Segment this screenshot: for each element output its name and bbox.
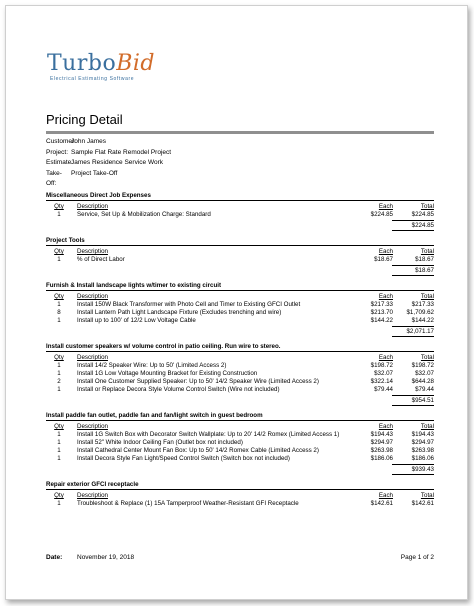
description-header-cell [72,492,349,500]
item-description: Troubleshoot & Replace (1) 15A Tamperproof Weather-Resistant GFI Receptacle [77,500,299,507]
page-title: Pricing Detail [46,112,123,127]
item-each: $213.70 [370,309,393,316]
total-header: Total [420,293,434,300]
section-subtotal-row [46,395,434,406]
total-header-cell [393,423,434,431]
project-value: Sample Flat Rate Remodel Project [71,148,172,156]
item-each: $18.67 [374,256,393,263]
section-title: Repair exterior GFCI receptacle [46,481,434,490]
line-item [46,378,434,386]
page-footer [46,554,434,561]
item-description: Install up to 100' of 12/2 Low Voltage Cable [77,317,196,324]
description-header: Description [77,203,108,210]
item-total: $144.22 [411,317,434,324]
customer-value: John James [71,138,107,145]
item-description: Install 1G Switch Box with Decorator Switch Wallplate: Up to 20' 14/2 Romex (Limited Access 1) [77,431,340,438]
item-qty: 1 [57,301,61,308]
estimate-meta [46,137,171,190]
line-item [46,362,434,370]
section-subtotal: $224.85 [392,220,434,231]
item-each: $198.72 [370,362,393,369]
each-header-cell [349,203,393,211]
each-header: Each [378,248,393,255]
item-description: Install Decora Style Fan Light/Speed Control Switch (Switch box not included) [77,455,290,462]
column-header [46,423,434,431]
section-title: Install paddle fan outlet, paddle fan and fan/light switch in guest bedroom [46,412,434,421]
each-header: Each [378,203,393,210]
item-qty: 1 [57,256,61,263]
item-qty: 8 [57,309,61,316]
description-header-cell [72,248,349,256]
section [46,412,434,475]
item-description: Install One Customer Supplied Speaker: Up to 50' 14/2 Speaker Wire (Limited Access 2) [77,378,319,385]
total-header-cell [393,203,434,211]
line-item [46,447,434,455]
item-description: Service, Set Up & Mobilization Charge: Standard [77,211,211,218]
qty-header: Qty [54,354,64,361]
item-description: Install 1G Low Voltage Mounting Bracket for Existing Construction [77,370,258,377]
item-total: $18.67 [415,256,434,263]
section-title: Furnish & Install landscape lights w/timer to existing circuit [46,282,434,291]
item-description: Install Cathedral Center Mount Fan Box: Up to 50' 14/2 Romex Cable (Limited Access 2) [77,447,319,454]
item-each: $142.61 [370,500,393,507]
each-header-cell [349,492,393,500]
column-header [46,203,434,211]
item-qty: 1 [57,386,61,393]
section-subtotal-row [46,464,434,475]
each-header-cell [349,354,393,362]
item-qty: 1 [57,439,61,446]
item-qty: 1 [57,431,61,438]
description-header-cell [72,293,349,301]
description-header-cell [72,354,349,362]
item-description: Install 14/2 Speaker Wire: Up to 50' (Limited Access 2) [77,362,227,369]
line-item [46,211,434,219]
item-description: Install 52" White Indoor Ceiling Fan (Outlet box not included) [77,439,243,446]
description-header: Description [77,423,108,430]
item-each: $32.07 [374,370,393,377]
total-header-cell [393,354,434,362]
total-header: Total [420,354,434,361]
logo-part1: Turbo [47,51,117,76]
item-total: $644.28 [411,378,434,385]
item-each: $294.97 [370,439,393,446]
section-subtotal-row [46,265,434,276]
qty-header-cell [46,423,72,431]
item-description: Install or Replace Decora Style Volume Control Switch (Wire not included) [77,386,280,393]
each-header-cell [349,248,393,256]
logo-part2: Bid [116,51,155,76]
line-item [46,455,434,463]
qty-header-cell [46,203,72,211]
column-header [46,354,434,362]
takeoff-value: Project Take-Off [71,169,118,177]
item-qty: 1 [57,455,61,462]
total-header-cell [393,492,434,500]
each-header: Each [378,423,393,430]
total-header: Total [420,248,434,255]
item-qty: 1 [57,370,61,377]
description-header-cell [72,203,349,211]
date-label: Date: [46,554,63,561]
qty-header: Qty [54,492,64,499]
item-each: $79.44 [374,386,393,393]
line-item [46,431,434,439]
line-item [46,439,434,447]
section-subtotal: $2,071.17 [392,326,434,337]
section-subtotal: $939.43 [392,464,434,475]
item-each: $224.85 [370,211,393,218]
qty-header-cell [46,248,72,256]
total-header: Total [420,492,434,499]
section-subtotal: $18.67 [392,265,434,276]
qty-header-cell [46,293,72,301]
line-item [46,301,434,309]
qty-header: Qty [54,248,64,255]
item-description: % of Direct Labor [77,256,125,263]
column-header [46,248,434,256]
line-item [46,386,434,394]
each-header-cell [349,293,393,301]
qty-header: Qty [54,293,64,300]
item-qty: 1 [57,447,61,454]
description-header: Description [77,354,108,361]
qty-header: Qty [54,423,64,430]
logo-wordmark [47,53,155,75]
item-total: $32.07 [415,370,434,377]
description-header: Description [77,248,108,255]
item-description: Install Lantern Path Light Landscape Fixture (Excludes trenching and wire) [77,309,282,316]
each-header: Each [378,293,393,300]
column-header [46,492,434,500]
logo-tagline: Electrical Estimating Software [50,76,135,82]
section [46,343,434,406]
item-description: Install 150W Black Transformer with Photo Cell and Timer to Existing GFCI Outlet [77,301,301,308]
title-divider [46,131,434,134]
item-qty: 1 [57,500,61,507]
column-header [46,293,434,301]
section [46,192,434,231]
line-item [46,256,434,264]
section-subtotal-row [46,220,434,231]
item-total: $198.72 [411,362,434,369]
total-header: Total [420,203,434,210]
section-subtotal: $954.51 [392,395,434,406]
item-qty: 1 [57,362,61,369]
meta-takeoff: Take-Off: Project Take-Off [46,169,171,190]
item-each: $322.14 [370,378,393,385]
section [46,237,434,276]
line-item [46,317,434,325]
page-number: Page 1 of 2 [400,554,434,561]
item-total: $1,709.62 [406,309,434,316]
turbobid-logo [47,53,155,82]
total-header: Total [420,423,434,430]
item-qty: 1 [57,211,61,218]
section-subtotal-row [46,326,434,337]
description-header: Description [77,492,108,499]
item-each: $217.33 [370,301,393,308]
item-each: $186.06 [370,455,393,462]
item-each: $194.43 [370,431,393,438]
item-total: $142.61 [411,500,434,507]
line-item [46,500,434,508]
document-page [5,5,468,600]
each-header: Each [378,492,393,499]
item-total: $217.33 [411,301,434,308]
description-header: Description [77,293,108,300]
total-header-cell [393,248,434,256]
each-header: Each [378,354,393,361]
section-title: Project Tools [46,237,434,246]
line-item [46,370,434,378]
date-value: November 19, 2018 [77,554,135,561]
qty-header-cell [46,492,72,500]
description-header-cell [72,423,349,431]
meta-customer: Customer: John James [46,137,171,148]
each-header-cell [349,423,393,431]
meta-project: Project: Sample Flat Rate Remodel Project [46,148,171,159]
pricing-sections [46,192,434,514]
item-each: $144.22 [370,317,393,324]
item-total: $79.44 [415,386,434,393]
section-title: Install customer speakers w/ volume control in patio ceiling. Run wire to stereo. [46,343,434,352]
section [46,282,434,337]
section-title: Miscellaneous Direct Job Expenses [46,192,434,201]
item-qty: 1 [57,317,61,324]
section [46,481,434,508]
total-header-cell [393,293,434,301]
item-qty: 2 [57,378,61,385]
item-total: $224.85 [411,211,434,218]
item-total: $294.97 [411,439,434,446]
item-total: $186.06 [411,455,434,462]
estimate-value: James Residence Service Work [71,159,163,166]
item-total: $194.43 [411,431,434,438]
qty-header-cell [46,354,72,362]
item-total: $263.98 [411,447,434,454]
item-each: $263.98 [370,447,393,454]
meta-estimate: Estimate: James Residence Service Work [46,158,171,169]
qty-header: Qty [54,203,64,210]
line-item [46,309,434,317]
